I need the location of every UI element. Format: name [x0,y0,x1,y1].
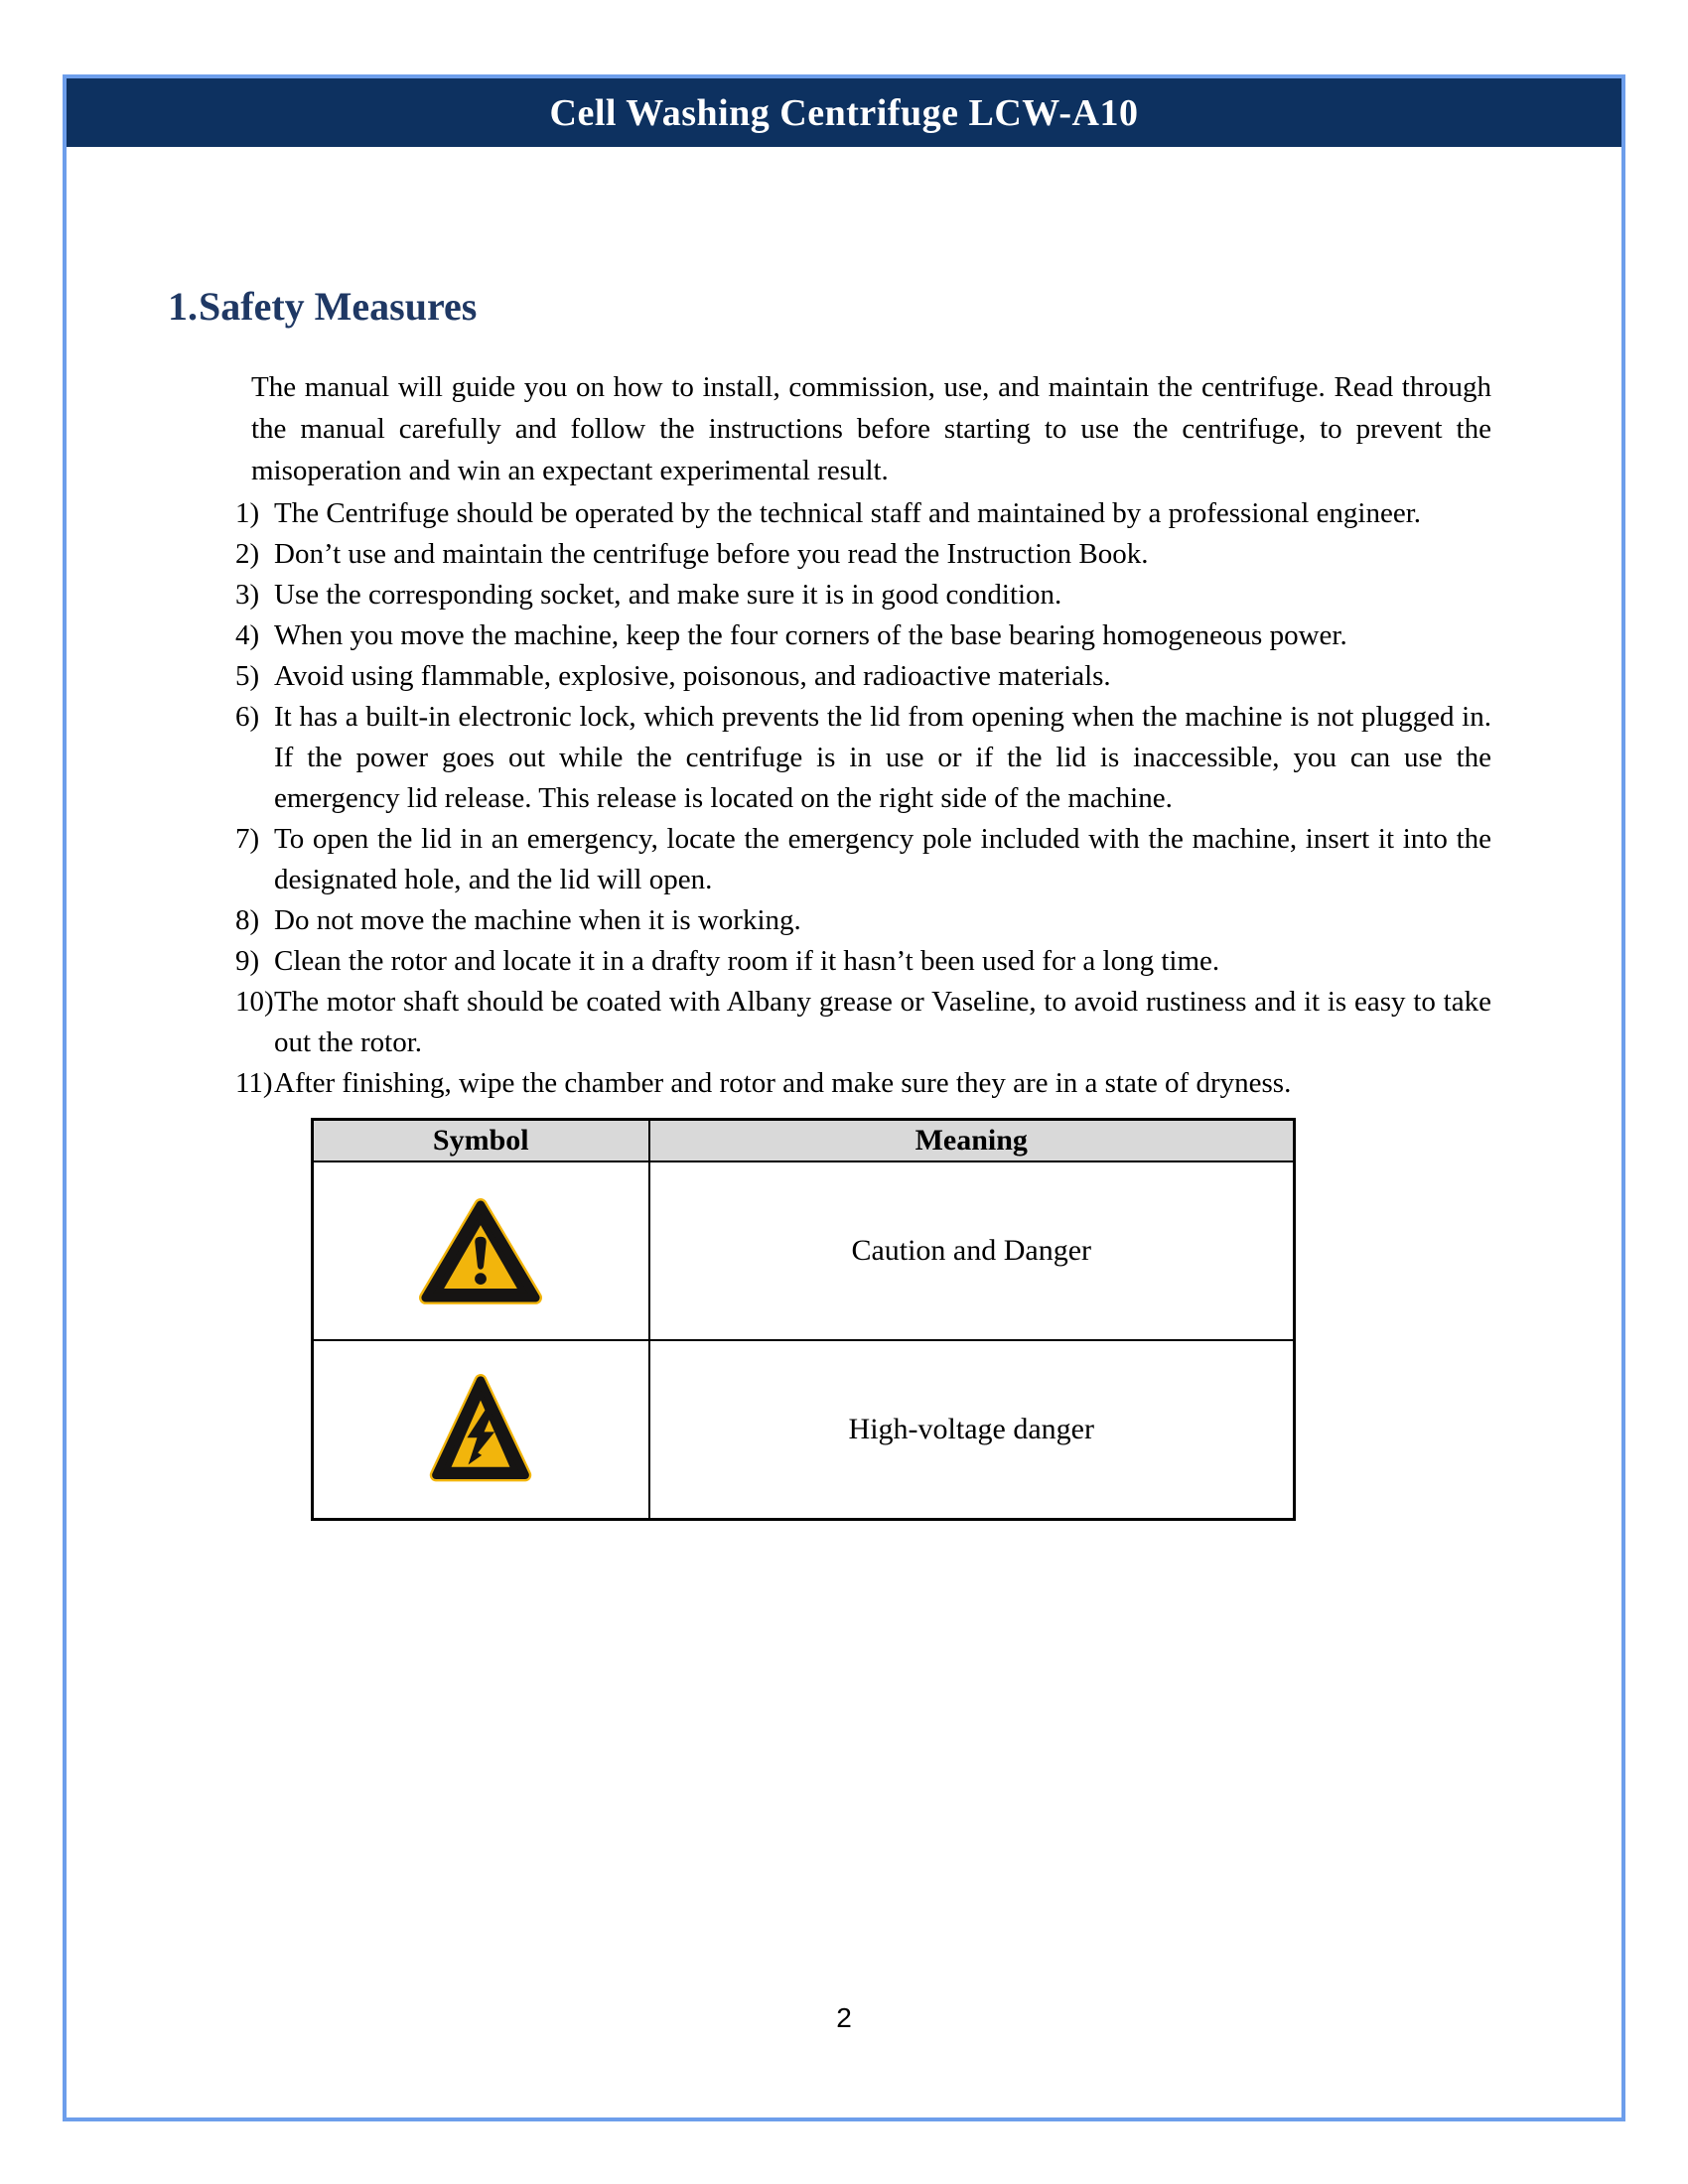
section-heading [168,283,1491,331]
list-item-text: The Centrifuge should be operated by the technical staff and maintained by a professional engineer. [274,497,1422,529]
symbol-cell [313,1161,649,1340]
page-number: 2 [836,2002,852,2033]
symbol-meaning-table [311,1118,1296,1521]
list-item-text: To open the lid in an emergency, locate the emergency pole included with the machine, insert it into the designated hole, and the lid will open. [274,823,1491,895]
document-header-bar [67,78,1621,147]
list-item [235,575,1491,615]
meaning-cell: High-voltage danger [649,1340,1295,1520]
list-item-text: When you move the machine, keep the four corners of the base bearing homogeneous power. [274,619,1347,651]
list-item-text: Use the corresponding socket, and make sure it is in good condition. [274,579,1062,611]
list-item [235,697,1491,819]
list-item-text: Clean the rotor and locate it in a drafty room if it hasn’t been used for a long time. [274,945,1220,977]
meaning-column-header: Meaning [649,1120,1295,1162]
list-item-text: Avoid using flammable, explosive, poisonous, and radioactive materials. [274,660,1111,692]
high-voltage-warning-triangle-icon [428,1371,533,1488]
list-item-marker: 5) [235,660,260,692]
list-item-text: It has a built-in electronic lock, which prevents the lid from opening when the machine is not plugged in. If the power goes out while the centrifuge is in use or if the lid is inaccessible, you can use the emergency lid release. This release is located on the right side of the machine. [274,701,1491,814]
list-item [235,1063,1491,1104]
list-item-text: After finishing, wipe the chamber and rotor and make sure they are in a state of dryness. [274,1067,1292,1099]
document-title: Cell Washing Centrifuge LCW-A10 [549,91,1139,134]
intro-paragraph: The manual will guide you on how to install, commission, use, and maintain the centrifuge. Read through the manual carefully and follow the instructions before starting to use the centrifuge, to prevent the misoperation and win an expectant experimental result. [251,371,1491,486]
list-item [235,493,1491,534]
list-item-marker: 6) [235,701,260,733]
content-area [67,283,1621,1521]
list-item [235,982,1491,1063]
caution-warning-triangle-icon [417,1195,544,1307]
list-item-marker: 1) [235,497,260,529]
list-item-marker: 3) [235,579,260,611]
list-item-text: The motor shaft should be coated with Albany grease or Vaseline, to avoid rustiness and it is easy to take out the rotor. [274,986,1491,1058]
list-item-marker: 4) [235,619,260,651]
section-number: 1. [168,284,198,329]
list-item-text: Don’t use and maintain the centrifuge before you read the Instruction Book. [274,538,1149,570]
table-row [313,1340,1295,1520]
list-item-marker: 10) [235,986,274,1018]
list-item-marker: 2) [235,538,260,570]
list-item [235,819,1491,900]
list-item-text: Do not move the machine when it is working. [274,904,801,936]
list-item [235,900,1491,941]
page-border-frame [63,74,1625,2121]
list-item [235,941,1491,982]
list-item [235,656,1491,697]
table-row [313,1161,1295,1340]
symbol-cell [313,1340,649,1520]
meaning-cell: Caution and Danger [649,1161,1295,1340]
list-item-marker: 11) [235,1067,273,1099]
section-title: Safety Measures [199,284,478,329]
list-item-marker: 9) [235,945,260,977]
list-item [235,615,1491,656]
list-item [235,534,1491,575]
table-header-row [313,1120,1295,1162]
list-item-marker: 7) [235,823,260,855]
safety-measures-list [168,493,1491,1104]
list-item-marker: 8) [235,904,260,936]
symbol-column-header: Symbol [313,1120,649,1162]
